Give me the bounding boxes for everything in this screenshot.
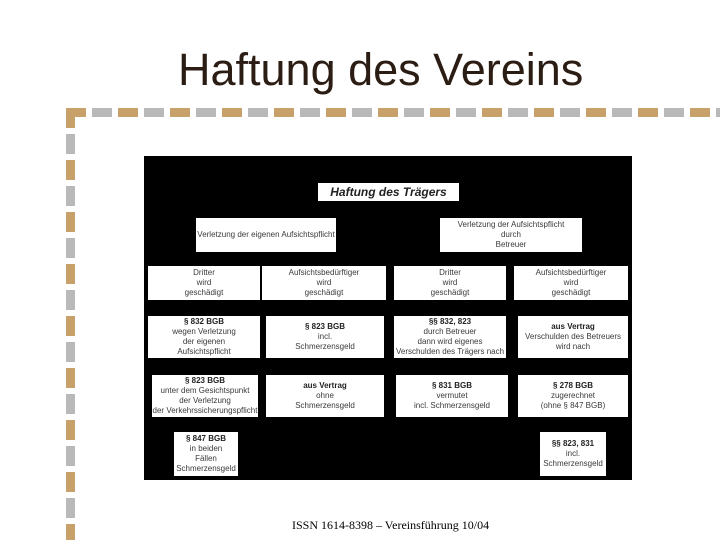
diagram-box-line: Aufsichtsbedürftiger bbox=[288, 268, 360, 277]
diagram-box-level4-1 bbox=[152, 375, 258, 417]
diagram-box-line: in beiden bbox=[189, 444, 223, 453]
diagram-box-line: geschädigt bbox=[304, 288, 344, 297]
diagram-box-level2-4 bbox=[514, 266, 628, 300]
diagram-box-line: zugerechnet bbox=[550, 391, 596, 400]
diagram-box-line: Verschulden des Betreuers bbox=[524, 332, 622, 341]
diagram-box-line: wird bbox=[442, 278, 458, 287]
diagram-box-line: § 831 BGB bbox=[431, 381, 473, 390]
diagram-box-line: Verletzung der Aufsichtspflicht bbox=[457, 220, 565, 229]
diagram-box-line: Aufsichtsbedürftiger bbox=[535, 268, 607, 277]
diagram-box-line: unter dem Gesichtspunkt bbox=[160, 386, 250, 395]
diagram-box-line: aus Vertrag bbox=[551, 322, 595, 331]
diagram-box-line: Betreuer bbox=[495, 240, 527, 249]
diagram-box-level5-2 bbox=[540, 432, 606, 476]
diagram-box-line: Dritter bbox=[439, 268, 461, 277]
diagram-box-line: Fällen bbox=[195, 454, 217, 463]
diagram-box-line: Aufsichtspflicht bbox=[177, 347, 231, 356]
diagram-box-line: durch Betreuer bbox=[423, 327, 477, 336]
diagram-box-line: Verletzung der eigenen Aufsichtspflicht bbox=[197, 230, 335, 239]
diagram-box-line: Schmerzensgeld bbox=[295, 401, 355, 410]
diagram-box-line: vermutet bbox=[436, 391, 468, 400]
diagram-heading: Haftung des Trägers bbox=[318, 183, 459, 201]
diagram-box-line: wird nach bbox=[555, 342, 591, 351]
diagram-box-line: §§ 823, 831 bbox=[551, 439, 595, 448]
diagram-box-line: geschädigt bbox=[551, 288, 591, 297]
diagram-box-line: § 823 BGB bbox=[304, 322, 346, 331]
diagram-box-level3-1 bbox=[148, 316, 260, 358]
diagram-box-line: Schmerzensgeld bbox=[176, 464, 236, 473]
diagram-box-line: Verschulden des Trägers nach bbox=[395, 347, 505, 356]
diagram-box-line: aus Vertrag bbox=[303, 381, 347, 390]
diagram-box-line: dann wird eigenes bbox=[417, 337, 483, 346]
diagram-box-line: Schmerzensgeld bbox=[295, 342, 355, 351]
diagram-box-level3-4 bbox=[518, 316, 628, 358]
diagram-box-line: der Verkehrssicherungspflicht bbox=[152, 406, 258, 415]
diagram-box-level2-3 bbox=[394, 266, 506, 300]
diagram-box-level4-3 bbox=[396, 375, 508, 417]
diagram-box-line: ohne bbox=[316, 391, 334, 400]
diagram-box-line: (ohne § 847 BGB) bbox=[540, 401, 606, 410]
footer-text: ISSN 1614-8398 – Vereinsführung 10/04 bbox=[292, 518, 490, 532]
diagram-box-line: incl. Schmerzensgeld bbox=[413, 401, 491, 410]
diagram-box-line: der Verletzung bbox=[179, 396, 231, 405]
diagram-box-level4-2 bbox=[266, 375, 384, 417]
diagram-box-line: incl. bbox=[565, 449, 581, 458]
diagram-box-level5-1 bbox=[174, 432, 238, 476]
diagram-box-line: wird bbox=[563, 278, 579, 287]
diagram-box-line: geschädigt bbox=[430, 288, 470, 297]
diagram-box-line: der eigenen bbox=[182, 337, 226, 346]
diagram-box-level3-3 bbox=[394, 316, 506, 358]
diagram-box-level1-2 bbox=[440, 218, 582, 252]
diagram-box-level4-4 bbox=[518, 375, 628, 417]
diagram-box-line: § 278 BGB bbox=[552, 381, 594, 390]
diagram-box-line: wegen Verletzung bbox=[172, 327, 236, 336]
decorative-top-border bbox=[66, 108, 720, 117]
diagram-box-line: durch bbox=[500, 230, 521, 239]
diagram-box-line: geschädigt bbox=[184, 288, 224, 297]
diagram-box-line: wird bbox=[316, 278, 332, 287]
diagram-box-line: incl. bbox=[317, 332, 333, 341]
diagram-box-level1-1 bbox=[196, 218, 336, 252]
diagram-box-level2-1 bbox=[148, 266, 260, 300]
liability-diagram bbox=[144, 156, 632, 480]
diagram-box-level2-2 bbox=[262, 266, 386, 300]
diagram-box-line: § 823 BGB bbox=[184, 376, 226, 385]
diagram-box-line: Dritter bbox=[193, 268, 215, 277]
diagram-box-line: § 832 BGB bbox=[183, 317, 225, 326]
diagram-box-line: Schmerzensgeld bbox=[543, 459, 603, 468]
diagram-box-line: §§ 832, 823 bbox=[428, 317, 472, 326]
decorative-left-border bbox=[66, 108, 75, 540]
diagram-box-level3-2 bbox=[266, 316, 384, 358]
slide-title: Haftung des Vereins bbox=[178, 44, 584, 95]
diagram-box-line: § 847 BGB bbox=[185, 434, 227, 443]
diagram-box-line: wird bbox=[196, 278, 212, 287]
